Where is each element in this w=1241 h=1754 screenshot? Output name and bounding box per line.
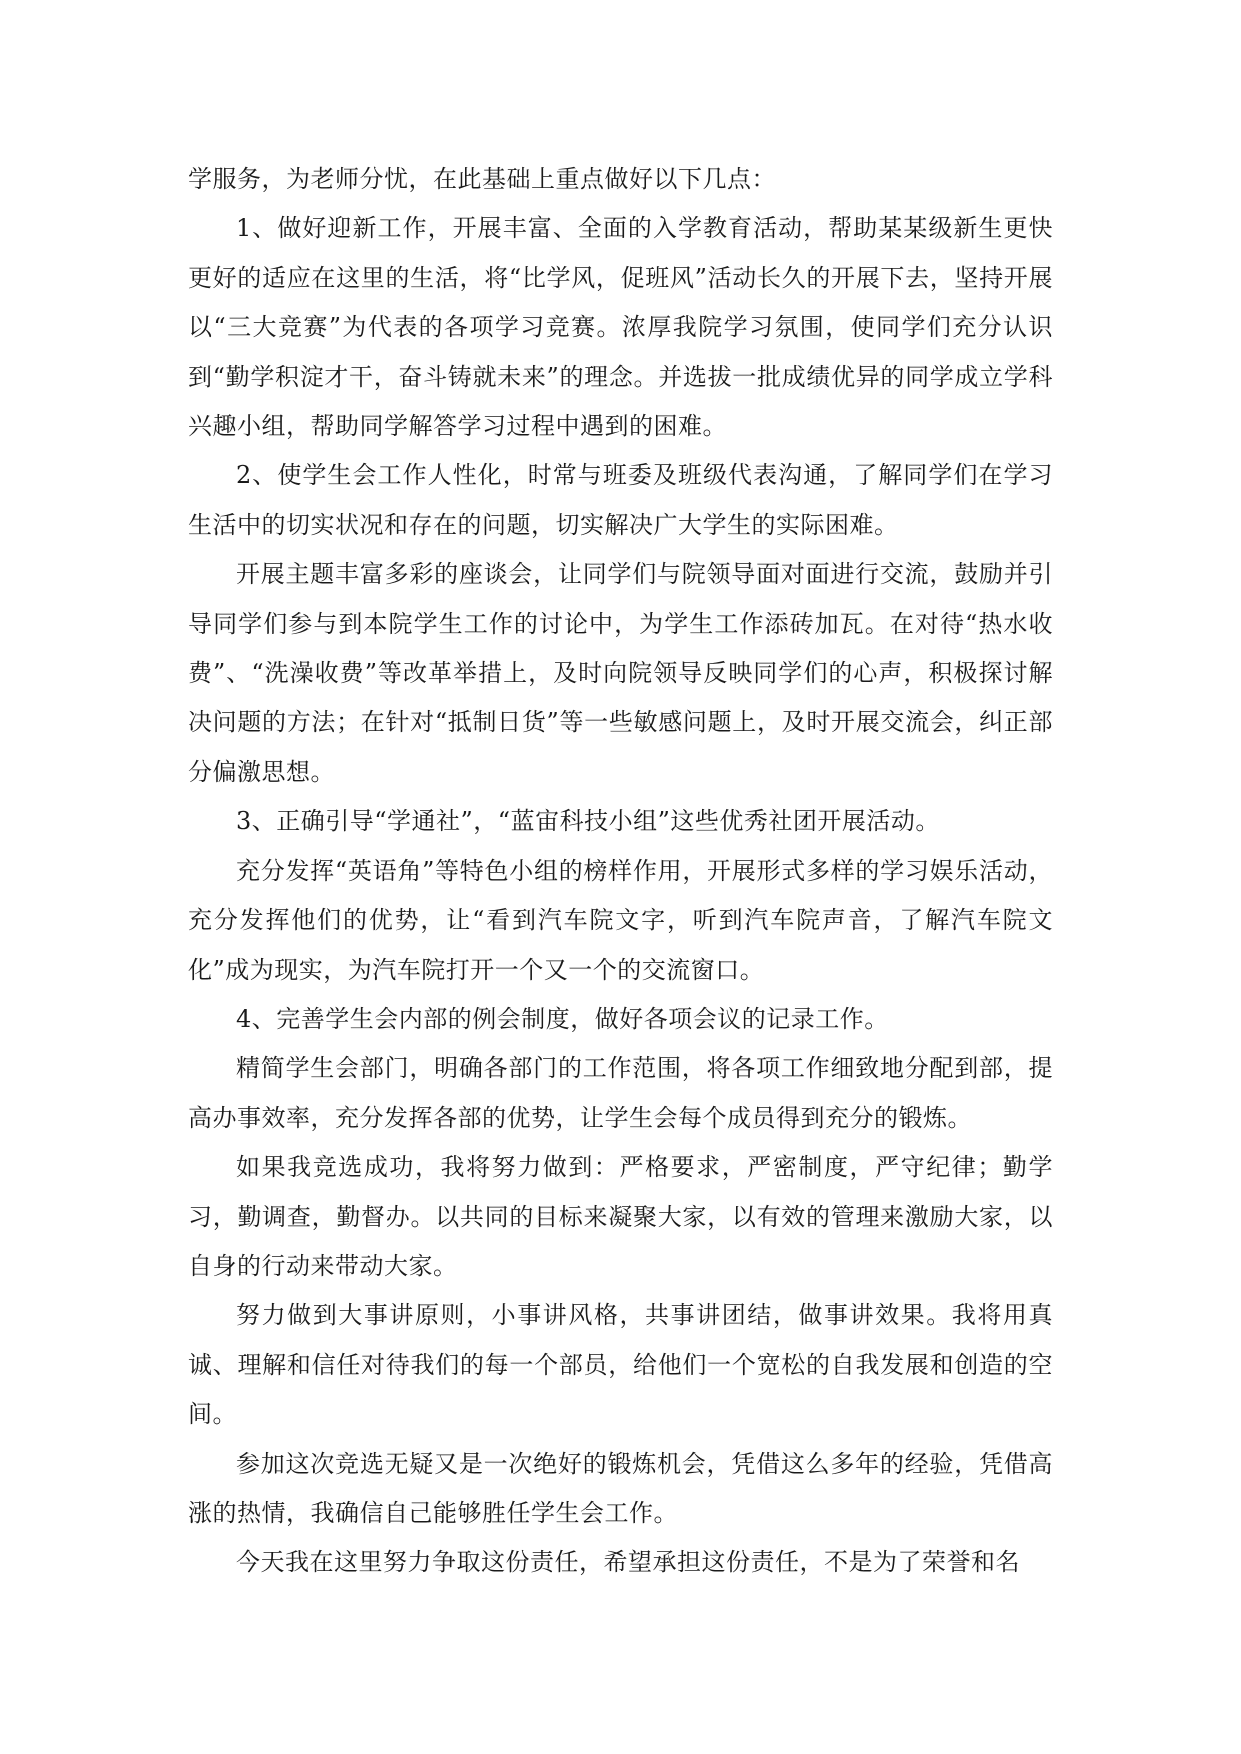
paragraph: 2、使学生会工作人性化，时常与班委及班级代表沟通，了解同学们在学习生活中的切实状况和存在的问题，切实解决广大学生的实际困难。 (188, 461, 1053, 539)
paragraph: 努力做到大事讲原则，小事讲风格，共事讲团结，做事讲效果。我将用真诚、理解和信任对待我们的每一个部员，给他们一个宽松的自我发展和创造的空间。 (188, 1301, 1053, 1429)
paragraph: 参加这次竞选无疑又是一次绝好的锻炼机会，凭借这么多年的经验，凭借高涨的热情，我确信自己能够胜任学生会工作。 (188, 1449, 1053, 1527)
paragraph: 3、正确引导“学通社”，“蓝宙科技小组”这些优秀社团开展活动。 (236, 807, 940, 836)
paragraph: 如果我竞选成功，我将努力做到：严格要求，严密制度，严守纪律；勤学习，勤调查，勤督办。以共同的目标来凝聚大家，以有效的管理来激励大家，以自身的行动来带动大家。 (188, 1153, 1053, 1280)
paragraph: 今天我在这里努力争取这份责任，希望承担这份责任，不是为了荣誉和名 (236, 1548, 1020, 1577)
document-body (188, 155, 1053, 1588)
paragraph: 充分发挥“英语角”等特色小组的榜样作用，开展形式多样的学习娱乐活动，充分发挥他们的优势，让“看到汽车院文字，听到汽车院声音，了解汽车院文化”成为现实，为汽车院打开一个又一个的交流窗口。 (188, 856, 1053, 984)
paragraph: 1、做好迎新工作，开展丰富、全面的入学教育活动，帮助某某级新生更快更好的适应在这里的生活，将“比学风，促班风”活动长久的开展下去，坚持开展以“三大竞赛”为代表的各项学习竞赛。浓厚我院学习氛围，使同学们充分认识到“勤学积淀才干，奋斗铸就未来”的理念。并选拔一批成绩优异的同学成立学科兴趣小组，帮助同学解答学习过程中遇到的困难。 (188, 214, 1053, 441)
paragraph: 精简学生会部门，明确各部门的工作范围，将各项工作细致地分配到部，提高办事效率，充分发挥各部的优势，让学生会每个成员得到充分的锻炼。 (188, 1054, 1053, 1132)
paragraph: 4、完善学生会内部的例会制度，做好各项会议的记录工作。 (236, 1004, 889, 1033)
paragraph: 开展主题丰富多彩的座谈会，让同学们与院领导面对面进行交流，鼓励并引导同学们参与到本院学生工作的讨论中，为学生工作添砖加瓦。在对待“热水收费”、“洗澡收费”等改革举措上，及时向院领导反映同学们的心声，积极探讨解决问题的方法；在针对“抵制日货”等一些敏感问题上，及时开展交流会，纠正部分偏激思想。 (188, 560, 1053, 786)
paragraph: 学服务，为老师分忧，在此基础上重点做好以下几点： (188, 165, 776, 193)
